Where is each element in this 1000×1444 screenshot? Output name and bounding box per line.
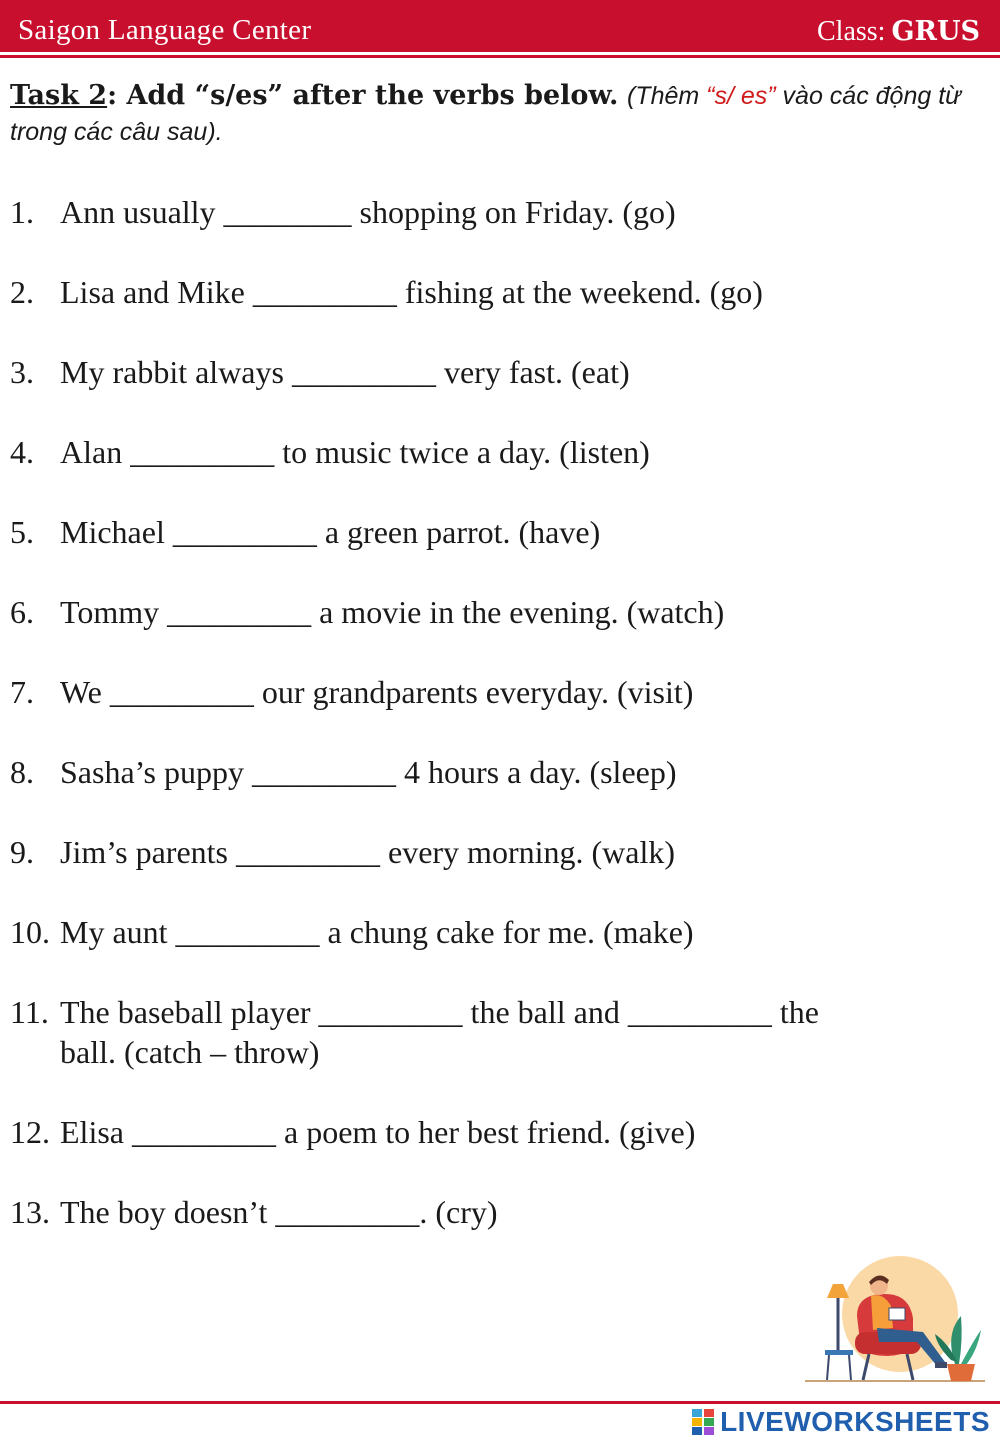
question-number: 7. [10, 674, 34, 710]
question-number: 6. [10, 594, 34, 630]
person-reading-illustration [805, 1254, 985, 1384]
question-10 [10, 912, 980, 952]
brand-logo[interactable] [692, 1404, 990, 1440]
question-number: 8. [10, 754, 34, 790]
class-label [817, 16, 980, 48]
brand-text: LIVEWORKSHEETS [720, 1406, 990, 1437]
question-3 [10, 352, 980, 392]
center-name: Saigon Language Center [18, 14, 312, 46]
task-number: Task 2 [10, 80, 108, 111]
question-number: 4. [10, 434, 34, 470]
instruction-pre: (Thêm [626, 82, 707, 110]
question-7 [10, 672, 980, 712]
header-bar [0, 0, 1000, 52]
question-2 [10, 272, 980, 312]
header-divider [0, 55, 1000, 58]
question-12 [10, 1112, 980, 1152]
question-1 [10, 192, 980, 232]
question-4 [10, 432, 980, 472]
question-8 [10, 752, 980, 792]
question-number: 9. [10, 834, 34, 870]
question-text: Jim’s parents _________ every morning. (walk) [60, 834, 675, 870]
question-11 [10, 992, 980, 1072]
question-13 [10, 1192, 980, 1232]
question-number: 1. [10, 194, 34, 230]
class-name: GRUS [891, 16, 980, 47]
task-heading [10, 78, 970, 150]
question-text: Tommy _________ a movie in the evening. (watch) [60, 594, 725, 630]
question-text: The boy doesn’t _________. (cry) [60, 1194, 498, 1230]
question-text: The baseball player _________ the ball and _________ the [60, 994, 819, 1030]
question-number: 13. [10, 1194, 50, 1230]
question-text: Elisa _________ a poem to her best friend. (give) [60, 1114, 696, 1150]
instruction-post: vào các động từ trong các câu sau). [10, 82, 962, 146]
question-text-continued: ball. (catch – throw) [60, 1034, 320, 1070]
question-text: Michael _________ a green parrot. (have) [60, 514, 601, 550]
question-text: We _________ our grandparents everyday. (visit) [60, 674, 694, 710]
question-number: 5. [10, 514, 34, 550]
task-title: : Add “s/es” after the verbs below. [107, 80, 619, 111]
question-text: Sasha’s puppy _________ 4 hours a day. (sleep) [60, 754, 677, 790]
question-9 [10, 832, 980, 872]
class-prefix: Class: [816, 16, 886, 47]
question-text: Alan _________ to music twice a day. (listen) [60, 434, 650, 470]
question-text: My rabbit always _________ very fast. (eat) [60, 354, 630, 390]
instruction-highlight: “s/ es” [706, 82, 776, 110]
question-text: Ann usually ________ shopping on Friday. (go) [60, 194, 676, 230]
question-number: 10. [10, 914, 50, 950]
liveworksheets-logo-icon [692, 1409, 716, 1435]
question-5 [10, 512, 980, 552]
question-text: Lisa and Mike _________ fishing at the weekend. (go) [60, 274, 763, 310]
question-6 [10, 592, 980, 632]
question-text: My aunt _________ a chung cake for me. (make) [60, 914, 694, 950]
question-number: 3. [10, 354, 34, 390]
question-number: 11. [10, 994, 49, 1030]
question-number: 2. [10, 274, 34, 310]
question-number: 12. [10, 1114, 50, 1150]
